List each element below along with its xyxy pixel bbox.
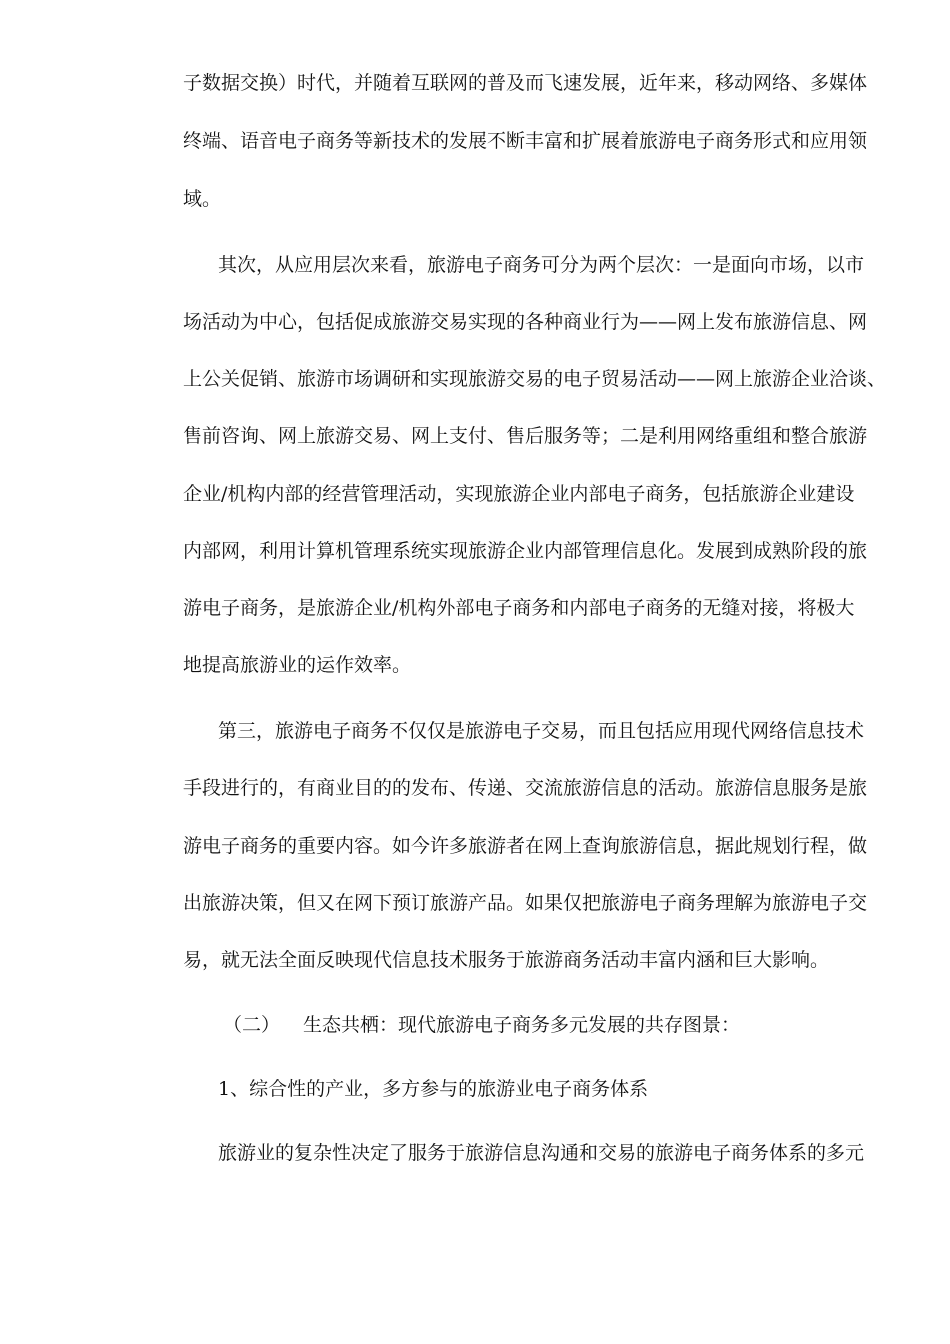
paragraph-3-line-5: 易，就无法全面反映现代信息技术服务于旅游商务活动丰富内涵和巨大影响。	[183, 949, 830, 971]
section-heading-title: 生态共栖：现代旅游电子商务多元发展的共存图景：	[303, 1014, 741, 1036]
paragraph-2-line-6: 内部网，利用计算机管理系统实现旅游企业内部管理信息化。发展到成熟阶段的旅	[183, 540, 868, 562]
paragraph-4-line-1: 旅游业的复杂性决定了服务于旅游信息沟通和交易的旅游电子商务体系的多元	[218, 1142, 865, 1164]
subheading: 1、综合性的产业，多方参与的旅游业电子商务体系	[218, 1078, 649, 1100]
section-heading-number: （二）	[223, 1014, 281, 1036]
paragraph-3-line-4: 出旅游决策，但又在网下预订旅游产品。如果仅把旅游电子商务理解为旅游电子交	[183, 892, 868, 914]
paragraph-2-line-4: 售前咨询、网上旅游交易、网上支付、售后服务等；二是利用网络重组和整合旅游	[183, 425, 868, 447]
paragraph-1-line-3: 域。	[183, 188, 222, 210]
paragraph-3-line-1: 第三，旅游电子商务不仅仅是旅游电子交易，而且包括应用现代网络信息技术	[218, 720, 865, 742]
section-heading	[0, 1010, 950, 1040]
paragraph-2-line-3: 上公关促销、旅游市场调研和实现旅游交易的电子贸易活动——网上旅游企业洽谈、	[183, 368, 887, 390]
paragraph-2-line-5: 企业/机构内部的经营管理活动，实现旅游企业内部电子商务，包括旅游企业建设	[183, 483, 855, 505]
paragraph-1-line-2: 终端、语音电子商务等新技术的发展不断丰富和扩展着旅游电子商务形式和应用领	[183, 130, 868, 152]
paragraph-2-line-1: 其次，从应用层次来看，旅游电子商务可分为两个层次：一是面向市场，以市	[218, 254, 865, 276]
paragraph-2-line-7: 游电子商务，是旅游企业/机构外部电子商务和内部电子商务的无缝对接，将极大	[183, 597, 855, 619]
paragraph-3-line-3: 游电子商务的重要内容。如今许多旅游者在网上查询旅游信息，据此规划行程，做	[183, 835, 868, 857]
paragraph-1-line-1: 子数据交换）时代，并随着互联网的普及而飞速发展，近年来，移动网络、多媒体	[183, 72, 868, 94]
paragraph-2-line-2: 场活动为中心，包括促成旅游交易实现的各种商业行为——网上发布旅游信息、网	[183, 311, 868, 333]
paragraph-3-line-2: 手段进行的，有商业目的的发布、传递、交流旅游信息的活动。旅游信息服务是旅	[183, 777, 868, 799]
paragraph-2-line-8: 地提高旅游业的运作效率。	[183, 654, 412, 676]
